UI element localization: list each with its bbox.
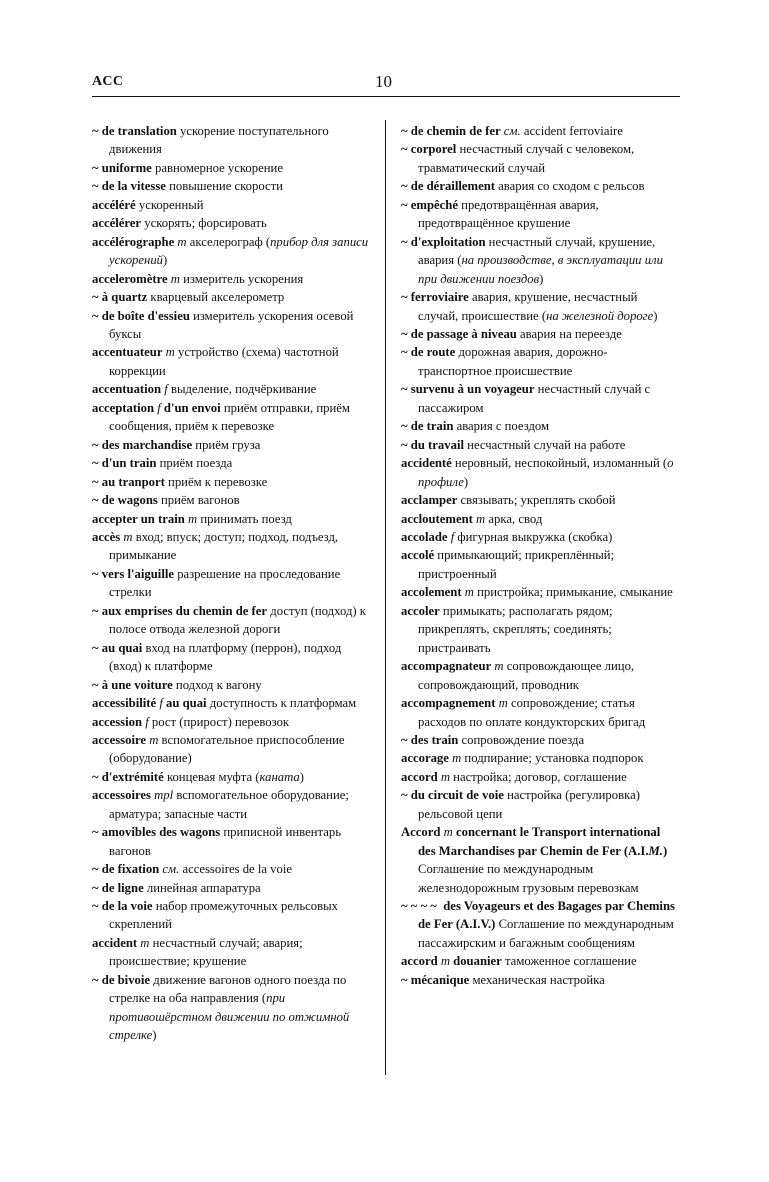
dictionary-entry: ~ corporel несчастный случай с человеком, травматический случай xyxy=(401,142,635,175)
column-divider xyxy=(385,120,386,1075)
dictionary-entry: ~ de route дорожная авария, дорожно-транспортное происшествие xyxy=(401,345,608,378)
dictionary-entry: accélérographe m акселерограф (прибор для записи ускорений) xyxy=(92,234,369,268)
dictionary-entry: ~ de train авария с поездом xyxy=(401,419,550,434)
dictionary-entry: ~ d'exploitation несчастный случай, крушение, авария (на производстве, в эксплуатации или при движении поездов) xyxy=(401,234,663,286)
dictionary-entry: accolé примыкающий; прикреплённый; пристроенный xyxy=(401,548,615,581)
page-number: 10 xyxy=(375,72,392,91)
header-rule xyxy=(92,96,680,97)
dictionary-entry: ~ amovibles des wagons приписной инвентарь вагонов xyxy=(92,825,341,858)
dictionary-entry: ~ empêché предотвращённая авария, предотвращённое крушение xyxy=(401,197,599,231)
dictionary-entry: ~ à quartz кварцевый акселерометр xyxy=(92,290,285,305)
right-column xyxy=(401,122,679,989)
dictionary-entry: accolement m пристройка; примыкание, смыкание xyxy=(401,585,673,600)
dictionary-entry: accélérer ускорять; форсировать xyxy=(92,216,267,231)
dictionary-entry: accoler примыкать; располагать рядом; прикреплять, скреплять; соединять; пристраивать xyxy=(401,603,613,655)
dictionary-entry: ~ au quai вход на платформу (перрон), подход (вход) к платформе xyxy=(92,640,342,674)
dictionary-entry: ~ des marchandise приём груза xyxy=(92,437,261,452)
dictionary-entry: ~ de translation ускорение поступательного движения xyxy=(92,124,329,157)
dictionary-entry: accentuateur m устройство (схема) частотной коррекции xyxy=(92,345,339,378)
dictionary-entry: ~ ~ ~ ~ des Voyageurs et des Bagages par Chemins de Fer (A.I.V.) Соглашение по международным пассажирским и багажным сообщениям xyxy=(401,899,675,950)
dictionary-entry: accord m douanier таможенное соглашение xyxy=(401,954,637,969)
dictionary-entry: ~ de boîte d'essieu измеритель ускорения осевой буксы xyxy=(92,308,354,341)
dictionary-entry: ~ de wagons приём вагонов xyxy=(92,493,240,508)
page-header xyxy=(92,72,680,96)
dictionary-entry: ~ de chemin de fer см. accident ferroviaire xyxy=(401,124,623,138)
dictionary-entry: ~ de ligne линейная аппаратура xyxy=(92,880,261,895)
dictionary-entry: accessibilité f au quai доступность к платформам xyxy=(92,696,357,711)
dictionary-entry: accord m настройка; договор, соглашение xyxy=(401,769,627,784)
dictionary-entry: ~ à une voiture подход к вагону xyxy=(92,677,262,692)
dictionary-entry: accessoire m вспомогательное приспособление (оборудование) xyxy=(92,732,345,766)
dictionary-entry: accompagnateur m сопровождающее лицо, сопровождающий, проводник xyxy=(401,659,635,692)
dictionary-entry: acceptation f d'un envoi приём отправки, приём сообщения, приём к перевозке xyxy=(92,400,350,434)
dictionary-entry: ~ du circuit de voie настройка (регулировка) рельсовой цепи xyxy=(401,788,640,821)
dictionary-entry: acceleromètre m измеритель ускорения xyxy=(92,271,304,286)
dictionary-entry: accéléré ускоренный xyxy=(92,197,204,212)
dictionary-entry: ~ survenu à un voyageur несчастный случай с пассажиром xyxy=(401,382,651,415)
dictionary-entry: ~ du travail несчастный случай на работе xyxy=(401,437,626,452)
dictionary-entry: ~ de passage à niveau авария на переезде xyxy=(401,326,622,341)
dictionary-entry: accession f рост (прирост) перевозок xyxy=(92,714,290,729)
dictionary-entry: ~ de déraillement авария со сходом с рельсов xyxy=(401,179,645,194)
dictionary-entry: ~ d'un train приём поезда xyxy=(92,456,233,471)
dictionary-entry: accloutement m арка, свод xyxy=(401,511,543,526)
dictionary-entry: ~ mécanique механическая настройка xyxy=(401,972,605,987)
dictionary-entry: ~ vers l'aiguille разрешение на проследование стрелки xyxy=(92,566,341,600)
dictionary-entry: accès m вход; впуск; доступ; подход, подъезд, примыкание xyxy=(92,529,339,563)
dictionary-entry: accident m несчастный случай; авария; происшествие; крушение xyxy=(92,935,303,969)
dictionary-entry: ~ de la vitesse повышение скорости xyxy=(92,179,283,194)
dictionary-entry: accessoires mpl вспомогательное оборудование; арматура; запасные части xyxy=(92,788,349,821)
dictionary-entry: Accord m concernant le Transport international des Marchandises par Chemin de Fer (A.I.M.) Соглашение по международным железнодорожным грузовым перевозкам xyxy=(401,825,668,895)
dictionary-entry: acclamper связывать; укреплять скобой xyxy=(401,493,616,508)
dictionary-entry: ~ de la voie набор промежуточных рельсовых скреплений xyxy=(92,899,338,932)
dictionary-entry: ~ aux emprises du chemin de fer доступ (подход) к полосе отвода железной дороги xyxy=(92,603,366,637)
dictionary-entry: accorage m подпирание; установка подпорок xyxy=(401,751,644,766)
left-column xyxy=(92,122,370,1045)
dictionary-entry: ~ d'extrémité концевая муфта (каната) xyxy=(92,769,304,784)
dictionary-entry: accidenté неровный, неспокойный, изломанный (о профиле) xyxy=(401,456,674,489)
dictionary-entry: ~ de bivoie движение вагонов одного поезда по стрелке на оба направления (при противошёрстном движении по отжимной стрелке) xyxy=(92,972,350,1043)
dictionary-entry: accompagnement m сопровождение; статья расходов по оплате кондукторских бригад xyxy=(401,696,646,729)
dictionary-entry: accolade f фигурная выкружка (скобка) xyxy=(401,529,613,544)
running-head: ACC xyxy=(92,74,124,89)
dictionary-entry: ~ au tranport приём к перевозке xyxy=(92,474,268,489)
dictionary-entry: ~ de fixation см. accessoires de la voie xyxy=(92,862,293,877)
dictionary-entry: ~ des train сопровождение поезда xyxy=(401,732,585,747)
dictionary-entry: ~ uniforme равномерное ускорение xyxy=(92,160,283,175)
dictionary-entry: ~ ferroviaire авария, крушение, несчастный случай, происшествие (на железной дороге) xyxy=(401,290,658,323)
dictionary-entry: accepter un train m принимать поезд xyxy=(92,511,292,526)
dictionary-entry: accentuation f выделение, подчёркивание xyxy=(92,382,317,397)
